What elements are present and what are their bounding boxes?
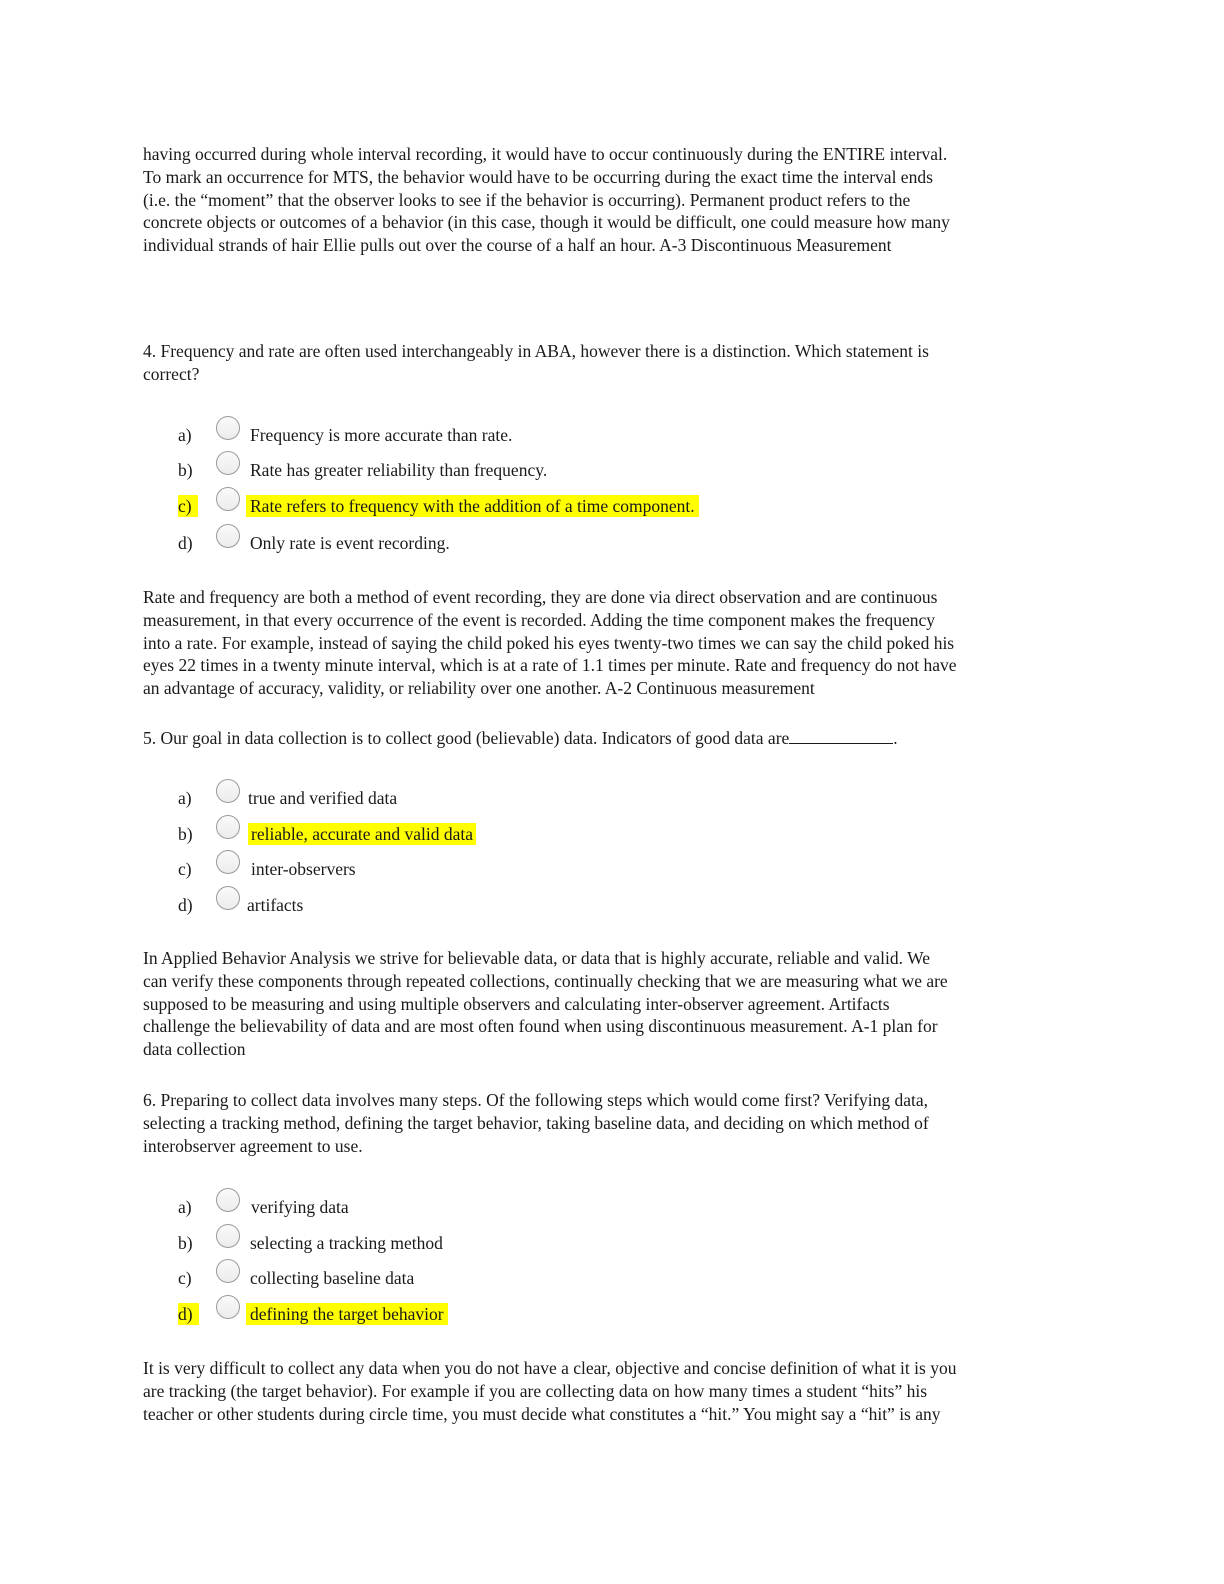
text-line: (i.e. the “moment” that the observer looks to see if the behavior is occurring). Permanent product refers to the: [143, 189, 911, 210]
option-letter: c): [178, 1268, 192, 1288]
q6-explanation: [143, 1357, 1068, 1425]
text-line: into a rate. For example, instead of saying the child poked his eyes twenty-two times we can say the child poked his: [143, 632, 955, 653]
text-line: an advantage of accuracy, validity, or reliability over one another. A-2 Continuous measurement: [143, 678, 815, 699]
text-line: 4. Frequency and rate are often used interchangeably in ABA, however there is a distinction. Which statement is: [143, 341, 929, 361]
radio-button-icon[interactable]: [216, 1259, 240, 1283]
radio-button-icon[interactable]: [216, 451, 240, 475]
option-label: selecting a tracking method: [250, 1233, 443, 1253]
text-line: In Applied Behavior Analysis we strive for believable data, or data that is highly accurate, reliable and valid. We: [143, 948, 930, 968]
question-4-text: [143, 340, 1068, 386]
text-line: To mark an occurrence for MTS, the behavior would have to be occurring during the exact time the interval ends: [143, 166, 933, 187]
option-label: Frequency is more accurate than rate.: [250, 425, 513, 445]
radio-button-icon[interactable]: [216, 886, 240, 910]
text-line: having occurred during whole interval recording, it would have to occur continuously during the ENTIRE interval.: [143, 144, 948, 164]
option-label-highlighted: defining the target behavior: [246, 1303, 448, 1325]
intro-paragraph: [143, 143, 1068, 257]
text-line: interobserver agreement to use.: [143, 1135, 363, 1156]
option-label: collecting baseline data: [250, 1268, 415, 1288]
radio-button-icon[interactable]: [216, 850, 240, 874]
option-label: inter-observers: [251, 859, 356, 879]
option-label: Only rate is event recording.: [250, 533, 450, 553]
option-letter: b): [178, 1233, 193, 1253]
option-label: Rate has greater reliability than frequency.: [250, 460, 548, 480]
text-line: can verify these components through repeated collections, continually checking that we are measuring what we are: [143, 970, 948, 991]
text-line: teacher or other students during circle time, you must decide what constitutes a “hit.” You might say a “hit” is any: [143, 1403, 941, 1424]
option-letter: d): [178, 1303, 199, 1325]
answer-blank: [789, 727, 893, 744]
question-6-text: [143, 1089, 1068, 1157]
radio-button-icon[interactable]: [216, 779, 240, 803]
option-label-highlighted: reliable, accurate and valid data: [248, 823, 476, 845]
text-line: are tracking (the target behavior). For example if you are collecting data on how many times a student “hits” his: [143, 1380, 928, 1401]
radio-button-icon[interactable]: [216, 1224, 240, 1248]
text-line: measurement, in that every occurrence of the event is recorded. Adding the time component makes the frequency: [143, 609, 936, 630]
text-line: [143, 727, 1068, 750]
text-line: selecting a tracking method, defining the target behavior, taking baseline data, and deciding on which method of: [143, 1112, 929, 1133]
option-letter: a): [178, 788, 192, 808]
question-5-prompt: 5. Our goal in data collection is to collect good (believable) data. Indicators of good data are: [143, 728, 790, 748]
text-line: Rate and frequency are both a method of event recording, they are done via direct observation and are continuous: [143, 587, 938, 607]
option-letter: d): [178, 533, 193, 553]
text-line: eyes 22 times in a twenty minute interval, which is at a rate of 1.1 times per minute. Rate and frequency do not have: [143, 655, 957, 676]
radio-button-icon[interactable]: [216, 1295, 240, 1319]
q4-explanation: [143, 586, 1068, 700]
radio-button-icon[interactable]: [216, 487, 240, 511]
text-line: It is very difficult to collect any data when you do not have a clear, objective and concise definition of what it is you: [143, 1358, 957, 1378]
radio-button-icon[interactable]: [216, 815, 240, 839]
radio-button-icon[interactable]: [216, 1188, 240, 1212]
option-letter: d): [178, 895, 193, 915]
option-letter: c): [178, 495, 198, 517]
question-5-text: [143, 727, 1068, 750]
text-line: individual strands of hair Ellie pulls out over the course of a half an hour. A-3 Discontinuous Measurement: [143, 235, 892, 256]
option-label: verifying data: [251, 1197, 349, 1217]
text-line: data collection: [143, 1039, 246, 1060]
text-line: 6. Preparing to collect data involves many steps. Of the following steps which would come first? Verifying data,: [143, 1090, 929, 1110]
text-line: concrete objects or outcomes of a behavior (in this case, though it would be difficult, one could measure how many: [143, 212, 950, 233]
option-letter: a): [178, 1197, 192, 1217]
question-5-period: .: [893, 728, 898, 748]
option-letter: c): [178, 859, 192, 879]
option-letter: a): [178, 425, 192, 445]
text-line: challenge the believability of data and are most often found when using discontinuous measurement. A-1 plan for: [143, 1016, 938, 1037]
option-label: artifacts: [247, 895, 304, 915]
q5-explanation: [143, 947, 1068, 1061]
text-line: correct?: [143, 363, 200, 384]
radio-button-icon[interactable]: [216, 416, 240, 440]
option-letter: b): [178, 824, 193, 844]
option-letter: b): [178, 460, 193, 480]
option-label-highlighted: Rate refers to frequency with the addition of a time component.: [246, 495, 699, 517]
option-label: true and verified data: [248, 788, 398, 808]
radio-button-icon[interactable]: [216, 524, 240, 548]
text-line: supposed to be measuring and using multiple observers and calculating inter-observer agreement. Artifacts: [143, 993, 890, 1014]
